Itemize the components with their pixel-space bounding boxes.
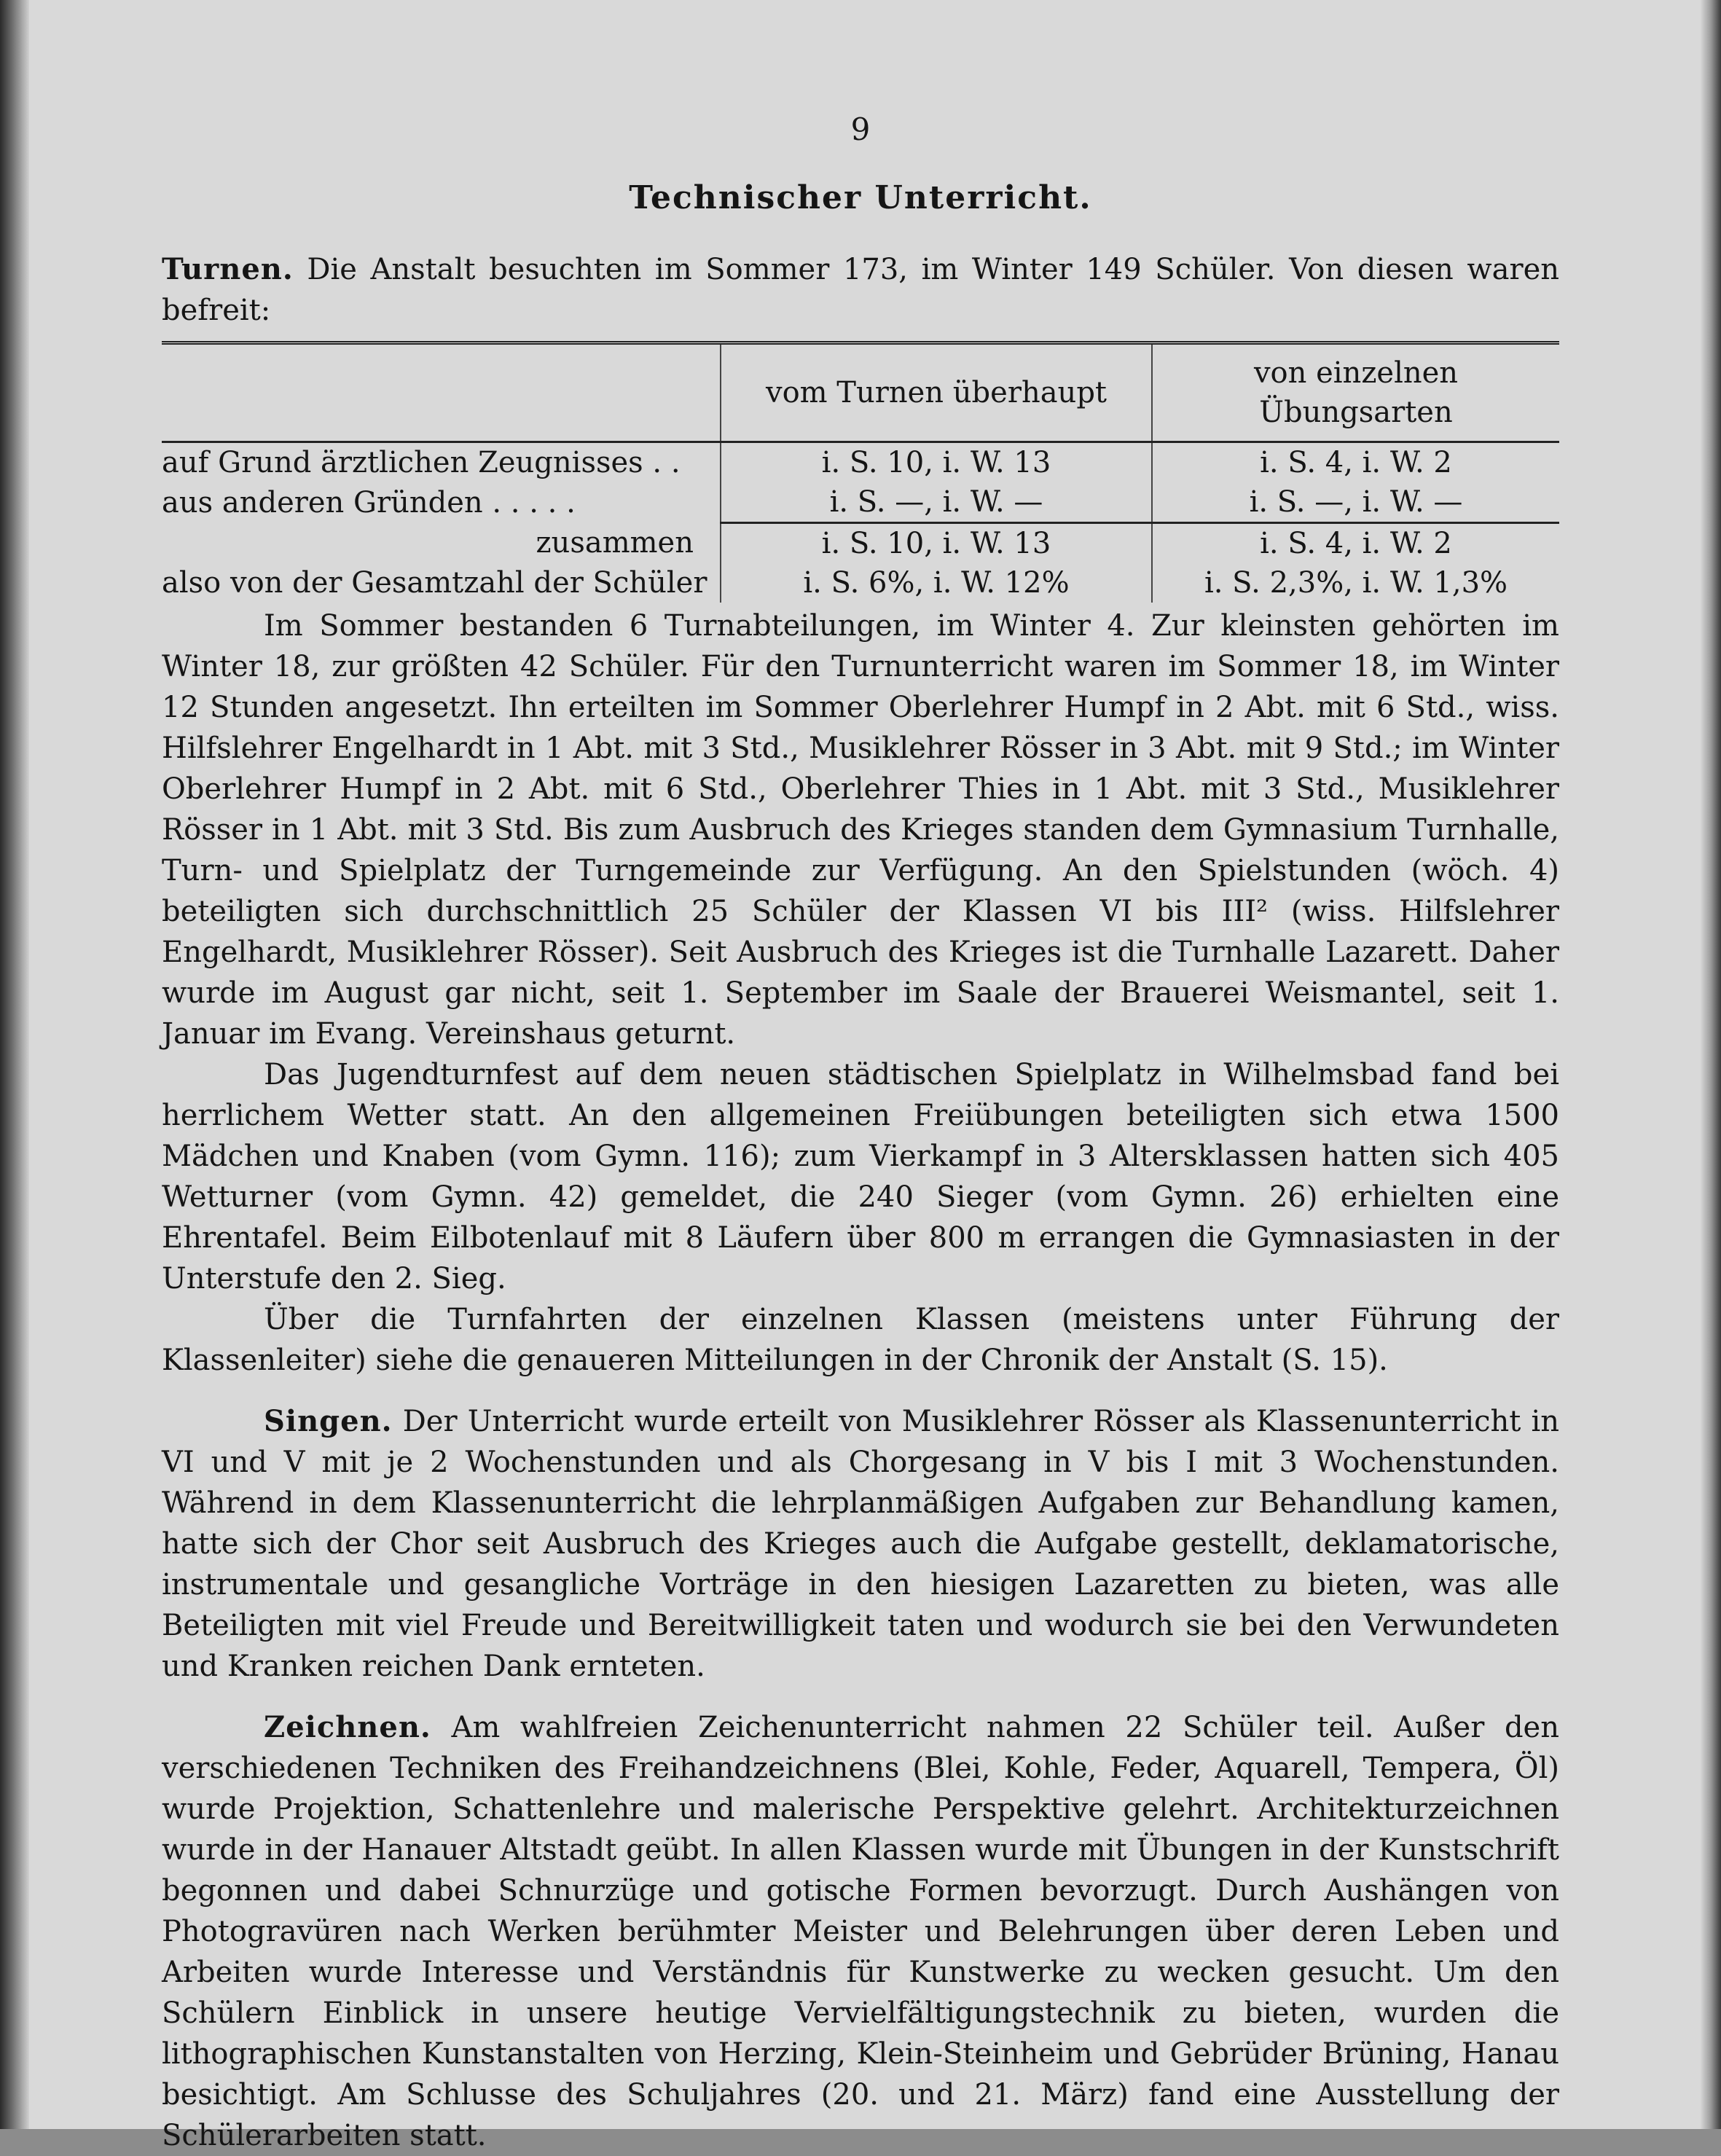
sum-value-b: i. S. 4, i. W. 2 <box>1152 523 1559 564</box>
table-header-col-a: vom Turnen überhaupt <box>721 343 1152 442</box>
table-header-col-b: von einzelnen Übungsarten <box>1152 343 1559 442</box>
row-value-a: i. S. —, i. W. — <box>721 482 1152 523</box>
singen-heading: Singen. <box>264 1404 393 1438</box>
turnen-paragraph-1: Im Sommer bestanden 6 Turnabteilungen, im Winter 4. Zur kleinsten gehörten im Winter 18, zur größten 42 Schüler. Für den Turnunterricht waren im Sommer 18, im Winter 12 Stunden angesetzt. Ihn erteilten im Sommer Oberlehrer Humpf in 2 Abt. mit 6 Std., wiss. Hilfslehrer Engelhardt in 1 Abt. mit 3 Std., Musiklehrer Rösser in 3 Abt. mit 9 Std.; im Winter Oberlehrer Humpf in 2 Abt. mit 6 Std., Oberlehrer Thies in 1 Abt. mit 3 Std., Musiklehrer Rösser in 1 Abt. mit 3 Std. Bis zum Ausbruch des Krieges standen dem Gymnasium Turnhalle, Turn- und Spielplatz der Turngemeinde zur Verfügung. An den Spielstunden (wöch. 4) beteiligten sich durchschnittlich 25 Schüler der Klassen VI bis III² (wiss. Hilfslehrer Engelhardt, Musiklehrer Rösser). Seit Ausbruch des Krieges ist die Turnhalle Lazarett. Daher wurde im August gar nicht, seit 1. September im Saale der Brauerei Weismantel, seit 1. Januar im Evang. Vereinshaus geturnt. <box>162 609 1559 1051</box>
page-title: Technischer Unterricht. <box>629 179 1092 216</box>
table-row <box>162 442 1559 483</box>
percent-value-a: i. S. 6%, i. W. 12% <box>721 563 1152 603</box>
zeichnen-heading: Zeichnen. <box>264 1710 431 1744</box>
zeichnen-text: Am wahlfreien Zeichenunterricht nahmen 22 Schüler teil. Außer den verschiedenen Techniken des Freihandzeichnens (Blei, Kohle, Feder, Aquarell, Tempera, Öl) wurde Projektion, Schattenlehre und malerische Perspektive gelehrt. Architekturzeichnen wurde in der Hanauer Altstadt geübt. In allen Klassen wurde mit Übungen in der Kunstschrift begonnen und dabei Schnurzüge und gotische Formen bevorzugt. Durch Aushängen von Photogravüren nach Werken berühmter Meister und Belehrungen über deren Leben und Arbeiten wurde Interesse und Verständnis für Kunstwerke zu wecken gesucht. Um den Schülern Einblick in unsere heutige Vervielfältigungstechnik zu bieten, wurden die lithographischen Kunstanstalten von Herzing, Klein-Steinheim und Gebrüder Brüning, Hanau besichtigt. Am Schlusse des Schuljahres (20. und 21. März) fand eine Ausstellung der Schülerarbeiten statt. <box>162 1711 1559 2152</box>
page-number: 9 <box>850 111 871 147</box>
turnen-intro-text: Die Anstalt besuchten im Sommer 173, im Winter 149 Schüler. Von diesen waren befreit: <box>162 253 1559 327</box>
page-edge-right <box>1701 0 1721 2129</box>
zeichnen-section <box>162 1707 1559 2156</box>
page-content <box>162 109 1559 2156</box>
row-value-b: i. S. —, i. W. — <box>1152 482 1559 523</box>
exemption-table <box>162 341 1559 603</box>
turnen-intro <box>162 249 1559 331</box>
table-percent-row <box>162 563 1559 603</box>
percent-label: also von der Gesamtzahl der Schüler <box>162 566 707 600</box>
table-header-row <box>162 343 1559 442</box>
page-edge-left <box>0 0 29 2129</box>
singen-section <box>162 1401 1559 1687</box>
turnen-paragraph-3: Über die Turnfahrten der einzelnen Klassen (meistens unter Führung der Klassenleiter) siehe die genaueren Mitteilungen in der Chronik der Anstalt (S. 15). <box>162 1303 1559 1377</box>
row-value-a: i. S. 10, i. W. 13 <box>721 442 1152 483</box>
table-sum-row <box>162 523 1559 564</box>
singen-text: Der Unterricht wurde erteilt von Musiklehrer Rösser als Klassenunterricht in VI und V mit je 2 Wochenstunden und als Chorgesang in V bis I mit 3 Wochenstunden. Während in dem Klassenunterricht die lehrplanmäßigen Aufgaben zur Behandlung kamen, hatte sich der Chor seit Ausbruch des Krieges auch die Aufgabe gestellt, deklamatorische, instrumentale und gesangliche Vorträge in den hiesigen Lazaretten zu bieten, was alle Beteiligten mit viel Freude und Bereitwilligkeit taten und wodurch sie bei den Verwundeten und Kranken reichen Dank ernteten. <box>162 1405 1560 1683</box>
sum-label: zusammen <box>536 526 694 560</box>
row-value-b: i. S. 4, i. W. 2 <box>1152 442 1559 483</box>
percent-value-b: i. S. 2,3%, i. W. 1,3% <box>1152 563 1559 603</box>
turnen-heading: Turnen. <box>162 252 294 286</box>
table-row <box>162 482 1559 523</box>
sum-value-a: i. S. 10, i. W. 13 <box>721 523 1152 564</box>
turnen-paragraph-2: Das Jugendturnfest auf dem neuen städtischen Spielplatz in Wilhelmsbad fand bei herrlichem Wetter statt. An den allgemeinen Freiübungen beteiligten sich etwa 1500 Mädchen und Knaben (vom Gymn. 116); zum Vierkampf in 3 Altersklassen hatten sich 405 Wetturner (vom Gymn. 42) gemeldet, die 240 Sieger (vom Gymn. 26) erhielten eine Ehrentafel. Beim Eilbotenlauf mit 8 Läufern über 800 m errangen die Gymnasiasten in der Unterstufe den 2. Sieg. <box>162 1058 1559 1295</box>
table-header-empty <box>162 343 721 442</box>
row-label: aus anderen Gründen . . . . . <box>162 485 576 520</box>
row-label: auf Grund ärztlichen Zeugnisses . . <box>162 446 681 479</box>
